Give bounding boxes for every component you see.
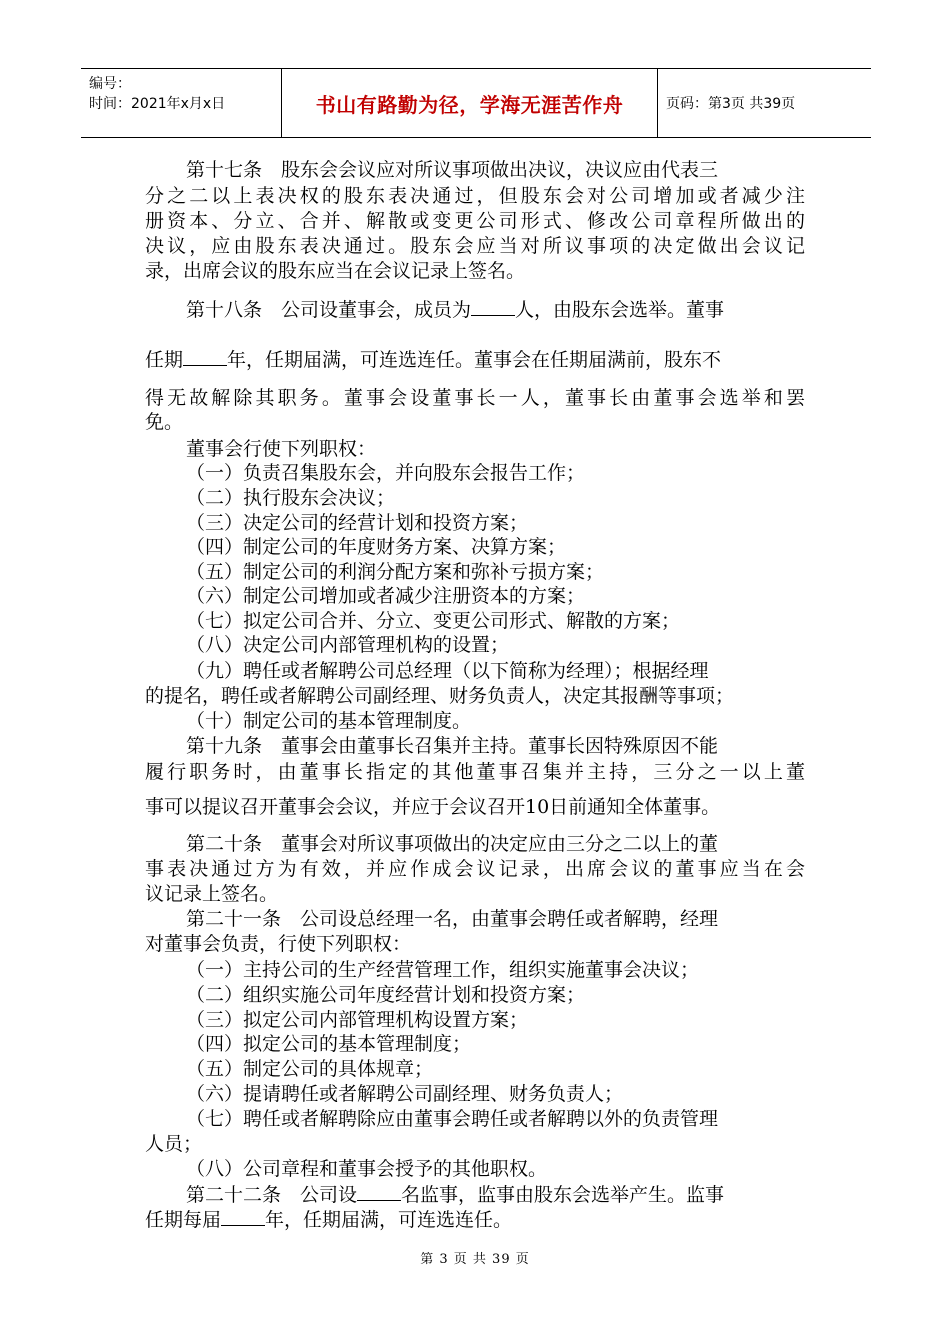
list-item: （十）制定公司的基本管理制度。 <box>186 710 472 732</box>
paragraph-line: 人员； <box>145 1133 203 1155</box>
paragraph-line: 任期 年，任期届满，可连选连任。董事会在任期届满前，股东不 <box>145 349 722 371</box>
page-footer: 第 3 页 共 39 页 <box>420 1252 530 1267</box>
paragraph-line: 第十七条 股东会会议应对所议事项做出决议，决议应由代表三 <box>186 159 719 181</box>
list-item: （二）执行股东会决议； <box>186 487 396 509</box>
list-item: （一）主持公司的生产经营管理工作，组织实施董事会决议； <box>186 959 700 981</box>
list-item: （四）制定公司的年度财务方案、决算方案； <box>186 536 567 558</box>
header-table <box>81 68 871 138</box>
paragraph-line: 履行职务时，由董事长指定的其他董事召集并主持，三分之一以上董 <box>145 761 805 783</box>
paragraph-line: 得无故解除其职务。董事会设董事长一人，董事长由董事会选举和罢 <box>145 387 805 409</box>
motto: 书山有路勤为径，学海无涯苦作舟 <box>282 69 658 137</box>
paragraph-line: 第二十条 董事会对所议事项做出的决定应由三分之二以上的董 <box>186 833 719 855</box>
list-item: （三）拟定公司内部管理机构设置方案； <box>186 1009 529 1031</box>
paragraph-line: 董事会行使下列职权： <box>186 438 377 460</box>
paragraph-line: 第十九条 董事会由董事长召集并主持。董事长因特殊原因不能 <box>186 735 719 757</box>
fill-blank <box>471 315 515 316</box>
list-item: （七）拟定公司合并、分立、变更公司形式、解散的方案； <box>186 610 681 632</box>
paragraph-line: 任期每届 年，任期届满，可连选连任。 <box>145 1209 513 1231</box>
paragraph-line: 决议，应由股东表决通过。股东会应当对所议事项的决定做出会议记 <box>145 235 805 257</box>
paragraph-line: 第十八条 公司设董事会，成员为 人，由股东会选举。董事 <box>186 299 725 321</box>
list-item: （四）拟定公司的基本管理制度； <box>186 1033 472 1055</box>
paragraph-line: 第二十二条 公司设 名监事，监事由股东会选举产生。监事 <box>186 1184 725 1206</box>
page-info: 页码：第3页 共39页 <box>666 96 796 112</box>
list-item: （九）聘任或者解聘公司总经理（以下简称为经理）；根据经理 <box>186 660 709 682</box>
paragraph-line: 免。 <box>145 411 184 433</box>
paragraph-line: 事表决通过方为有效，并应作成会议记录，出席会议的董事应当在会 <box>145 858 805 880</box>
fill-blank <box>221 1225 265 1226</box>
list-item: （三）决定公司的经营计划和投资方案； <box>186 512 529 534</box>
paragraph-line: 录，出席会议的股东应当在会议记录上签名。 <box>145 260 526 282</box>
list-item: （二）组织实施公司年度经营计划和投资方案； <box>186 984 586 1006</box>
list-item: （八）公司章程和董事会授予的其他职权。 <box>186 1158 548 1180</box>
paragraph-line: 的提名，聘任或者解聘公司副经理、财务负责人，决定其报酬等事项； <box>145 685 735 707</box>
fill-blank <box>357 1200 401 1201</box>
list-item: （七）聘任或者解聘除应由董事会聘任或者解聘以外的负责管理 <box>186 1108 719 1130</box>
number-label: 编号： <box>89 76 131 92</box>
paragraph-line: 对董事会负责，行使下列职权： <box>145 933 412 955</box>
paragraph-line: 分之二以上表决权的股东表决通过，但股东会对公司增加或者减少注 <box>145 185 805 207</box>
time-label: 时间：2021年x月x日 <box>89 96 226 112</box>
list-item: （六）制定公司增加或者减少注册资本的方案； <box>186 585 586 607</box>
list-item: （一）负责召集股东会，并向股东会报告工作； <box>186 462 586 484</box>
paragraph-line: 第二十一条 公司设总经理一名，由董事会聘任或者解聘，经理 <box>186 908 719 930</box>
list-item: （六）提请聘任或者解聘公司副经理、财务负责人； <box>186 1083 624 1105</box>
paragraph-line: 议记录上签名。 <box>145 883 279 905</box>
list-item: （五）制定公司的具体规章； <box>186 1058 434 1080</box>
paragraph-line: 事可以提议召开董事会会议，并应于会议召开10日前通知全体董事。 <box>145 796 721 818</box>
paragraph-line: 册资本、分立、合并、解散或变更公司形式、修改公司章程所做出的 <box>145 210 805 232</box>
list-item: （八）决定公司内部管理机构的设置； <box>186 634 510 656</box>
fill-blank <box>183 365 227 366</box>
header-meta-cell <box>81 69 282 137</box>
list-item: （五）制定公司的利润分配方案和弥补亏损方案； <box>186 561 605 583</box>
